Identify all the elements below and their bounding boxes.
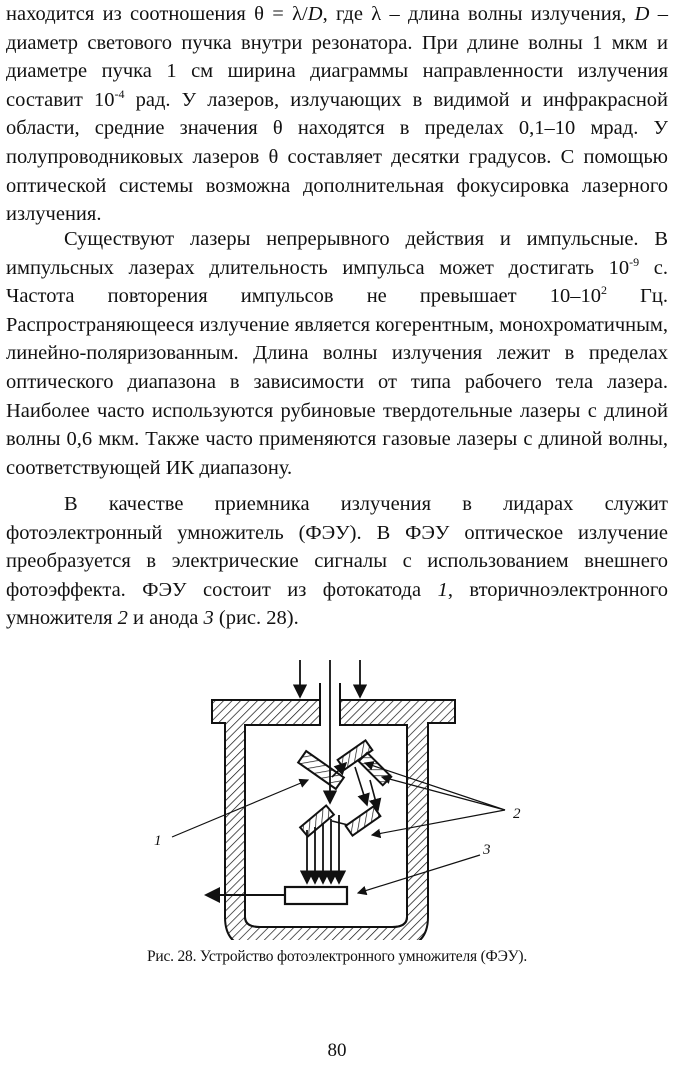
label-2: 2 (513, 806, 521, 822)
figure-caption: Рис. 28. Устройство фотоэлектронного умножителя (ФЭУ). (146, 948, 528, 965)
dynode (346, 806, 381, 835)
label-1: 1 (154, 833, 162, 849)
dynode (359, 753, 392, 786)
paragraph-3: В качестве приемника излучения в лидарах служит фотоэлектронный умножитель (ФЭУ). В ФЭУ оптическое излучение преобразуется в электрические сигналы с использованием внешнего фотоэффекта. ФЭУ состоит из фотокатода 1, вторичноэлектронного умножителя 2 и анода 3 (рис. 28). (6, 493, 669, 630)
dynode (300, 805, 334, 836)
page-number: 80 (327, 1040, 347, 1061)
paragraph-2: Существуют лазеры непрерывного действия и импульсные. В импульсных лазерах длительность импульса может достигать $10^{-9}$ с. Частота повторения импульсов не превышает $10-10^2$ Гц. Распространяющееся излучение является когерентным, монохроматичным, линейно-поляризованным. Длина волны излучения лежит в пределах оптического диапазона в зависимости от типа рабочего тела лазера. Наиболее часто используются рубиновые твердотельные лазеры с длиной волны 0,6 мкм. Также часто применяются газовые лазеры с длиной волны, соответствующей ИК диапазону. (6, 228, 668, 479)
photocathode (298, 751, 344, 789)
label-3: 3 (483, 842, 491, 858)
pmt-diagram (150, 655, 530, 940)
paragraph-1: находится из соотношения θ = λ/D, где λ – длина волны излучения, D – диаметр светового пучка внутри резонатора. При длине волны 1 мкм и диаметре пучка 1 см ширина диаграммы направленности излучения составит $10^{-4}$ рад. У лазеров, излучающих в видимой и инфракрасной области, средние значения θ находятся в пределах 0,1–10 мрад. У полупроводниковых лазеров θ составляет десятки градусов. С помощью оптической системы возможна дополнительная фокусировка лазерного излучения. (6, 3, 669, 226)
anode (285, 887, 347, 904)
